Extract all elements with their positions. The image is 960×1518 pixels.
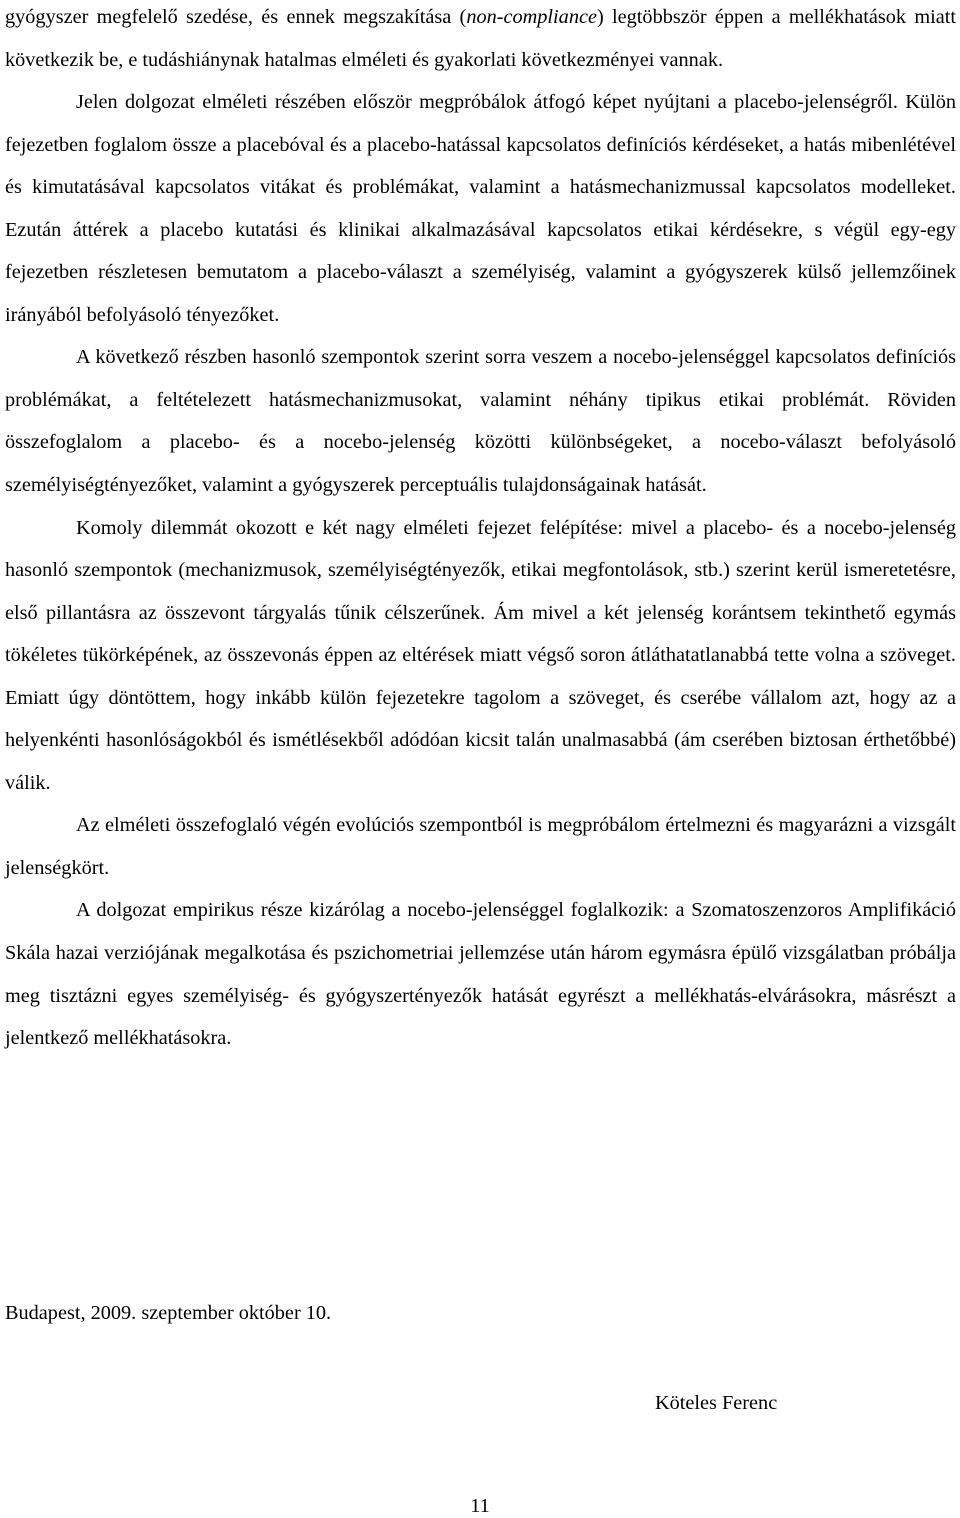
paragraph-1 [5, 0, 956, 81]
paragraph-3: A következő részben hasonló szempontok szerint sorra veszem a nocebo-jelenséggel kapcsolatos definíciós problémákat, a feltételezett hatásmechanizmusokat, valamint néhány tipikus etikai problémát. Röviden összefoglalom a placebo- és a nocebo-jelenség közötti különbségeket, a nocebo-választ befolyásoló személyiségtényezőket, valamint a gyógyszerek perceptuális tulajdonságainak hatását. [5, 346, 956, 497]
paragraph-1-emphasis: non-compliance [466, 6, 597, 28]
body-text [5, 0, 956, 1060]
paragraph-2: Jelen dolgozat elméleti részében először megpróbálok átfogó képet nyújtani a placebo-jelenségről. Külön fejezetben foglalom össze a placebóval és a placebo-hatással kapcsolatos definíciós kérdéseket, a hatás mibenlétével és kimutatásával kapcsolatos vitákat és problémákat, valamint a hatásmechanizmussal kapcsolatos modelleket. Ezután áttérek a placebo kutatási és klinikai alkalmazásával kapcsolatos etikai kérdésekre, s végül egy-egy fejezetben részletesen bemutatom a placebo-választ a személyiség, valamint a gyógyszerek külső jellemzőinek irányából befolyásoló tényezőket. [5, 91, 956, 326]
paragraph-1-after: ) legtöbbször éppen a mellékhatások miatt következik be, e tudáshiánynak hatalmas elméleti és gyakorlati következményei vannak. [5, 6, 957, 71]
paragraph-5: Az elméleti összefoglaló végén evolúciós szempontból is megpróbálom értelmezni és magyarázni a vizsgált jelenségkört. [5, 814, 956, 879]
date-line: Budapest, 2009. szeptember október 10. [5, 1302, 332, 1324]
paragraph-1-before: gyógyszer megfelelő szedése, és ennek megszakítása ( [5, 6, 467, 28]
page-number: 11 [470, 1495, 490, 1517]
paragraph-4: Komoly dilemmát okozott e két nagy elméleti fejezet felépítése: mivel a placebo- és a nocebo-jelenség hasonló szempontok (mechanizmusok, személyiségtényezők, etikai megfontolások, stb.) szerint kerül ismeretetésre, első pillantásra az összevont tárgyalás tűnik célszerűnek. Ám mivel a két jelenség korántsem tekinthető egymás tökéletes tükörképének, az összevonás éppen az eltérések miatt végső soron átláthatatlanabbá tette volna a szöveget. Emiatt úgy döntöttem, hogy inkább külön fejezetekre tagolom a szöveget, és cserébe vállalom azt, hogy az a helyenkénti hasonlóságokból és ismétlésekből adódóan kicsit talán unalmasabbá (ám cserében biztosan érthetőbbé) válik. [5, 516, 956, 794]
paragraph-6: A dolgozat empirikus része kizárólag a nocebo-jelenséggel foglalkozik: a Szomatoszenzoros Amplifikáció Skála hazai verziójának megalkotása és pszichometriai jellemzése után három egymásra épülő vizsgálatban próbálja meg tisztázni egyes személyiség- és gyógyszertényezők hatását egyrészt a mellékhatás-elvárásokra, másrészt a jelentkező mellékhatásokra. [5, 899, 956, 1050]
author-signature: Köteles Ferenc [655, 1392, 778, 1414]
